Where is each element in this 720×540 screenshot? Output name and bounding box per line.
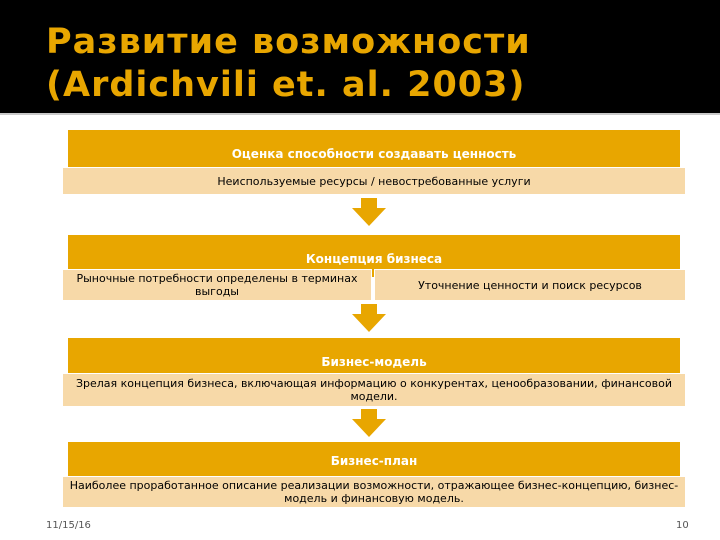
page-number: 10	[676, 520, 689, 531]
slide-title-line-1: Развитие возможности	[46, 22, 531, 62]
step-note: Зрелая концепция бизнеса, включающая информацию о конкурентах, ценообразовании, финансовой модели.	[62, 373, 686, 407]
down-arrow-icon	[352, 304, 386, 332]
step-note: Наиболее проработанное описание реализации возможности, отражающее бизнес-концепцию, бизнес-модель и финансовую модель.	[62, 476, 686, 508]
slide-date: 11/15/16	[46, 520, 91, 531]
down-arrow-icon	[352, 198, 386, 226]
down-arrow-icon	[352, 409, 386, 437]
step-label: Бизнес-модель	[321, 355, 427, 369]
step-label: Оценка способности создавать ценность	[231, 147, 517, 161]
step-note: Неиспользуемые ресурсы / невостребованные услуги	[62, 167, 686, 195]
step-note: Уточнение ценности и поиск ресурсов	[374, 269, 686, 301]
step-band-value-assessment	[68, 130, 680, 172]
step-note: Рыночные потребности определены в терминах выгоды	[62, 269, 372, 301]
step-label: Концепция бизнеса	[305, 252, 443, 266]
slide-title-line-2: (Ardichvili et. al. 2003)	[46, 65, 526, 105]
title-divider	[0, 113, 720, 115]
step-label: Бизнес-план	[330, 454, 418, 468]
